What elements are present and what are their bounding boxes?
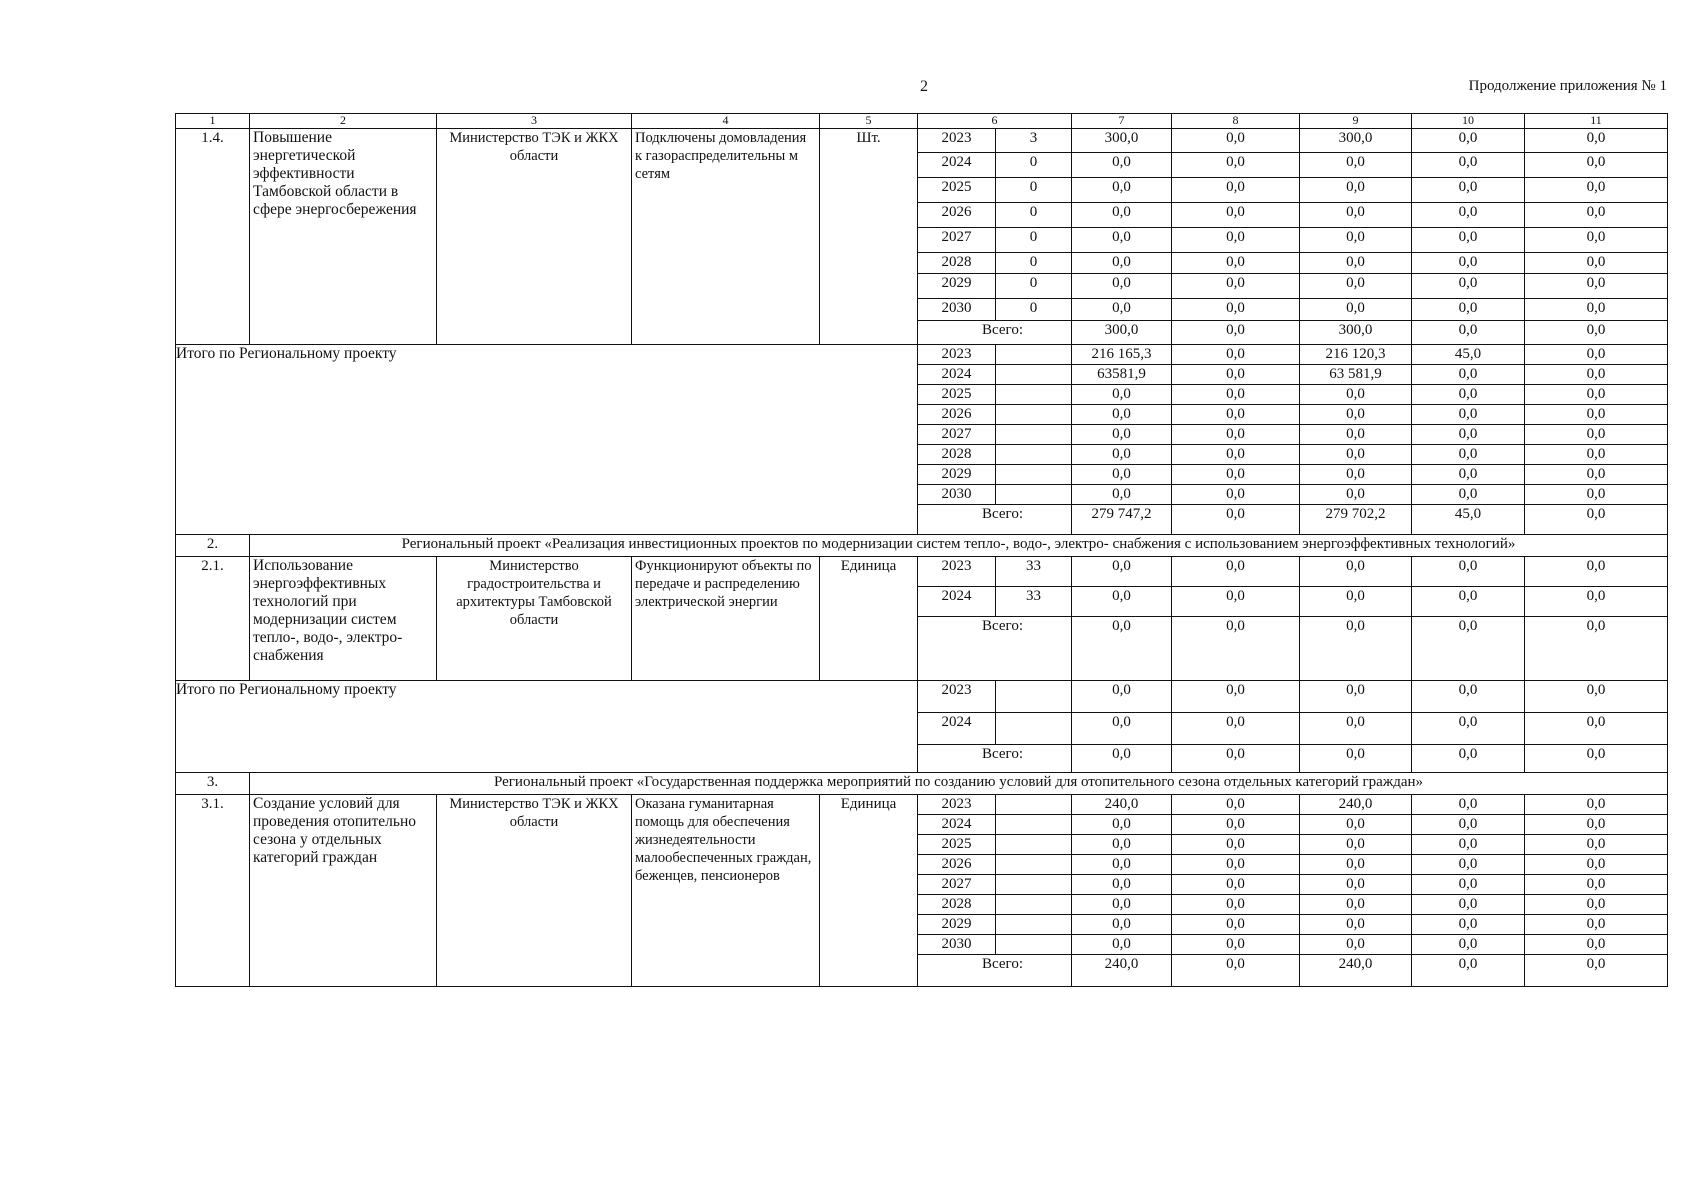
value-cell: 0,0 bbox=[1525, 505, 1668, 535]
value-cell: 0,0 bbox=[1300, 405, 1412, 425]
value-cell: 0,0 bbox=[1412, 299, 1525, 321]
value-cell: 240,0 bbox=[1300, 955, 1412, 987]
value-cell: 0,0 bbox=[1172, 855, 1300, 875]
value-cell: 0,0 bbox=[1072, 203, 1172, 228]
year-cell: 2025 bbox=[918, 835, 996, 855]
column-header: 3 bbox=[437, 114, 632, 129]
column-header: 10 bbox=[1412, 114, 1525, 129]
value-cell: 0,0 bbox=[1172, 129, 1300, 153]
quantity-cell: 0 bbox=[996, 153, 1072, 178]
value-cell: 0,0 bbox=[1412, 405, 1525, 425]
value-cell: 0,0 bbox=[1412, 465, 1525, 485]
value-cell: 0,0 bbox=[1300, 745, 1412, 773]
total-label: Всего: bbox=[918, 745, 1072, 773]
value-cell: 0,0 bbox=[1072, 681, 1172, 713]
value-cell: 0,0 bbox=[1412, 253, 1525, 274]
year-cell: 2024 bbox=[918, 713, 996, 745]
value-cell: 216 120,3 bbox=[1300, 345, 1412, 365]
value-cell: 0,0 bbox=[1300, 895, 1412, 915]
value-cell: 0,0 bbox=[1412, 321, 1525, 345]
value-cell: 0,0 bbox=[1412, 445, 1525, 465]
value-cell: 0,0 bbox=[1525, 681, 1668, 713]
quantity-cell bbox=[996, 875, 1072, 895]
value-cell: 0,0 bbox=[1172, 203, 1300, 228]
value-cell: 0,0 bbox=[1412, 485, 1525, 505]
value-cell: 0,0 bbox=[1172, 385, 1300, 405]
value-cell: 0,0 bbox=[1172, 425, 1300, 445]
value-cell: 0,0 bbox=[1300, 815, 1412, 835]
value-cell: 0,0 bbox=[1072, 228, 1172, 253]
quantity-cell bbox=[996, 425, 1072, 445]
value-cell: 0,0 bbox=[1300, 178, 1412, 203]
unit-of-measure: Шт. bbox=[820, 129, 918, 345]
total-label: Всего: bbox=[918, 505, 1072, 535]
value-cell: 0,0 bbox=[1525, 385, 1668, 405]
value-cell: 0,0 bbox=[1072, 445, 1172, 465]
unit-of-measure: Единица bbox=[820, 795, 918, 987]
value-cell: 0,0 bbox=[1072, 557, 1172, 587]
value-cell: 0,0 bbox=[1072, 617, 1172, 681]
value-cell: 0,0 bbox=[1072, 153, 1172, 178]
value-cell: 0,0 bbox=[1172, 153, 1300, 178]
value-cell: 0,0 bbox=[1072, 875, 1172, 895]
value-cell: 0,0 bbox=[1172, 485, 1300, 505]
section-row bbox=[176, 535, 1668, 557]
unit-of-measure: Единица bbox=[820, 557, 918, 681]
value-cell: 0,0 bbox=[1412, 425, 1525, 445]
value-cell: 0,0 bbox=[1072, 587, 1172, 617]
value-cell: 300,0 bbox=[1072, 129, 1172, 153]
value-cell: 0,0 bbox=[1172, 557, 1300, 587]
section-title: Региональный проект «Государственная поддержка мероприятий по созданию условий для отопительного сезона отдельных категорий граждан» bbox=[250, 773, 1668, 795]
value-cell: 0,0 bbox=[1172, 617, 1300, 681]
total-label: Всего: bbox=[918, 321, 1072, 345]
value-cell: 0,0 bbox=[1300, 385, 1412, 405]
value-cell: 63 581,9 bbox=[1300, 365, 1412, 385]
value-cell: 300,0 bbox=[1300, 129, 1412, 153]
budget-table bbox=[175, 113, 1668, 987]
value-cell: 279 747,2 bbox=[1072, 505, 1172, 535]
value-cell: 0,0 bbox=[1525, 935, 1668, 955]
value-cell: 0,0 bbox=[1072, 274, 1172, 299]
value-cell: 0,0 bbox=[1072, 465, 1172, 485]
value-cell: 0,0 bbox=[1172, 365, 1300, 385]
year-cell: 2027 bbox=[918, 875, 996, 895]
value-cell: 0,0 bbox=[1300, 587, 1412, 617]
value-cell: 0,0 bbox=[1172, 915, 1300, 935]
column-header: 7 bbox=[1072, 114, 1172, 129]
year-cell: 2030 bbox=[918, 485, 996, 505]
page-number: 2 bbox=[920, 78, 928, 95]
value-cell: 0,0 bbox=[1072, 745, 1172, 773]
column-header: 4 bbox=[632, 114, 820, 129]
value-cell: 0,0 bbox=[1072, 178, 1172, 203]
quantity-cell bbox=[996, 935, 1072, 955]
value-cell: 0,0 bbox=[1172, 445, 1300, 465]
column-header: 6 bbox=[918, 114, 1072, 129]
column-number-row bbox=[176, 114, 1668, 129]
value-cell: 0,0 bbox=[1525, 129, 1668, 153]
year-cell: 2023 bbox=[918, 345, 996, 365]
value-cell: 0,0 bbox=[1072, 713, 1172, 745]
value-cell: 240,0 bbox=[1072, 795, 1172, 815]
value-cell: 0,0 bbox=[1072, 299, 1172, 321]
value-cell: 0,0 bbox=[1300, 713, 1412, 745]
year-cell: 2025 bbox=[918, 385, 996, 405]
value-cell: 0,0 bbox=[1412, 617, 1525, 681]
value-cell: 45,0 bbox=[1412, 505, 1525, 535]
value-cell: 0,0 bbox=[1172, 681, 1300, 713]
year-cell: 2024 bbox=[918, 153, 996, 178]
year-cell: 2026 bbox=[918, 855, 996, 875]
value-cell: 0,0 bbox=[1412, 855, 1525, 875]
year-cell: 2029 bbox=[918, 915, 996, 935]
year-cell: 2024 bbox=[918, 365, 996, 385]
year-cell: 2030 bbox=[918, 935, 996, 955]
value-cell: 0,0 bbox=[1300, 253, 1412, 274]
year-cell: 2026 bbox=[918, 203, 996, 228]
activity-year-row bbox=[176, 129, 1668, 153]
responsible-executor: Министерство градостроительства и архитектуры Тамбовской области bbox=[437, 557, 632, 681]
value-cell: 63581,9 bbox=[1072, 365, 1172, 385]
value-cell: 0,0 bbox=[1172, 955, 1300, 987]
value-cell: 0,0 bbox=[1525, 153, 1668, 178]
section-title: Региональный проект «Реализация инвестиционных проектов по модернизации систем тепло-, водо-, электро- снабжения с использованием энергоэффективных технологий» bbox=[250, 535, 1668, 557]
value-cell: 300,0 bbox=[1072, 321, 1172, 345]
column-header: 2 bbox=[250, 114, 437, 129]
value-cell: 0,0 bbox=[1525, 835, 1668, 855]
value-cell: 0,0 bbox=[1300, 274, 1412, 299]
value-cell: 0,0 bbox=[1072, 855, 1172, 875]
quantity-cell: 0 bbox=[996, 274, 1072, 299]
value-cell: 240,0 bbox=[1072, 955, 1172, 987]
value-cell: 0,0 bbox=[1172, 321, 1300, 345]
value-cell: 0,0 bbox=[1300, 935, 1412, 955]
activity-name: Повышение энергетической эффективности Тамбовской области в сфере энергосбережения bbox=[250, 129, 437, 345]
value-cell: 0,0 bbox=[1072, 915, 1172, 935]
year-cell: 2029 bbox=[918, 274, 996, 299]
value-cell: 0,0 bbox=[1525, 485, 1668, 505]
value-cell: 0,0 bbox=[1300, 855, 1412, 875]
value-cell: 0,0 bbox=[1300, 617, 1412, 681]
value-cell: 0,0 bbox=[1172, 228, 1300, 253]
value-cell: 0,0 bbox=[1412, 895, 1525, 915]
value-cell: 0,0 bbox=[1525, 299, 1668, 321]
year-cell: 2028 bbox=[918, 445, 996, 465]
value-cell: 0,0 bbox=[1525, 178, 1668, 203]
value-cell: 0,0 bbox=[1412, 385, 1525, 405]
value-cell: 0,0 bbox=[1412, 557, 1525, 587]
column-header: 9 bbox=[1300, 114, 1412, 129]
quantity-cell bbox=[996, 895, 1072, 915]
value-cell: 0,0 bbox=[1525, 345, 1668, 365]
value-cell: 0,0 bbox=[1072, 815, 1172, 835]
value-cell: 0,0 bbox=[1525, 875, 1668, 895]
value-cell: 300,0 bbox=[1300, 321, 1412, 345]
value-cell: 0,0 bbox=[1412, 203, 1525, 228]
value-cell: 0,0 bbox=[1300, 875, 1412, 895]
value-cell: 0,0 bbox=[1525, 617, 1668, 681]
activity-year-row bbox=[176, 795, 1668, 815]
quantity-cell: 0 bbox=[996, 228, 1072, 253]
column-header: 8 bbox=[1172, 114, 1300, 129]
value-cell: 0,0 bbox=[1300, 557, 1412, 587]
itogo-label: Итого по Региональному проекту bbox=[176, 345, 918, 535]
value-cell: 0,0 bbox=[1525, 274, 1668, 299]
value-cell: 0,0 bbox=[1525, 587, 1668, 617]
quantity-cell bbox=[996, 405, 1072, 425]
quantity-cell: 33 bbox=[996, 587, 1072, 617]
value-cell: 0,0 bbox=[1412, 835, 1525, 855]
value-cell: 0,0 bbox=[1300, 425, 1412, 445]
value-cell: 0,0 bbox=[1300, 299, 1412, 321]
quantity-cell bbox=[996, 815, 1072, 835]
value-cell: 0,0 bbox=[1300, 835, 1412, 855]
activity-number: 1.4. bbox=[176, 129, 250, 345]
quantity-cell: 33 bbox=[996, 557, 1072, 587]
value-cell: 45,0 bbox=[1412, 345, 1525, 365]
value-cell: 0,0 bbox=[1412, 153, 1525, 178]
year-cell: 2025 bbox=[918, 178, 996, 203]
year-cell: 2024 bbox=[918, 587, 996, 617]
year-cell: 2023 bbox=[918, 681, 996, 713]
quantity-cell: 0 bbox=[996, 299, 1072, 321]
itogo-year-row bbox=[176, 345, 1668, 365]
value-cell: 0,0 bbox=[1525, 915, 1668, 935]
continuation-note: Продолжение приложения № 1 bbox=[1468, 78, 1667, 94]
value-cell: 0,0 bbox=[1412, 587, 1525, 617]
value-cell: 0,0 bbox=[1172, 465, 1300, 485]
quantity-cell bbox=[996, 365, 1072, 385]
activity-number: 3.1. bbox=[176, 795, 250, 987]
quantity-cell bbox=[996, 385, 1072, 405]
value-cell: 0,0 bbox=[1412, 228, 1525, 253]
value-cell: 0,0 bbox=[1412, 795, 1525, 815]
value-cell: 0,0 bbox=[1525, 253, 1668, 274]
value-cell: 0,0 bbox=[1172, 587, 1300, 617]
value-cell: 0,0 bbox=[1412, 713, 1525, 745]
value-cell: 0,0 bbox=[1172, 505, 1300, 535]
value-cell: 0,0 bbox=[1300, 465, 1412, 485]
value-cell: 0,0 bbox=[1172, 345, 1300, 365]
value-cell: 0,0 bbox=[1412, 955, 1525, 987]
value-cell: 0,0 bbox=[1412, 274, 1525, 299]
quantity-cell bbox=[996, 713, 1072, 745]
section-number: 2. bbox=[176, 535, 250, 557]
value-cell: 0,0 bbox=[1072, 425, 1172, 445]
value-cell: 0,0 bbox=[1525, 557, 1668, 587]
year-cell: 2024 bbox=[918, 815, 996, 835]
value-cell: 0,0 bbox=[1525, 815, 1668, 835]
activity-year-row bbox=[176, 557, 1668, 587]
value-cell: 0,0 bbox=[1525, 405, 1668, 425]
value-cell: 0,0 bbox=[1412, 815, 1525, 835]
value-cell: 0,0 bbox=[1300, 445, 1412, 465]
quantity-cell: 3 bbox=[996, 129, 1072, 153]
total-label: Всего: bbox=[918, 617, 1072, 681]
section-row bbox=[176, 773, 1668, 795]
year-cell: 2029 bbox=[918, 465, 996, 485]
value-cell: 279 702,2 bbox=[1300, 505, 1412, 535]
year-cell: 2028 bbox=[918, 253, 996, 274]
value-cell: 0,0 bbox=[1072, 485, 1172, 505]
value-cell: 0,0 bbox=[1525, 321, 1668, 345]
value-cell: 0,0 bbox=[1412, 178, 1525, 203]
value-cell: 0,0 bbox=[1172, 745, 1300, 773]
responsible-executor: Министерство ТЭК и ЖКХ области bbox=[437, 129, 632, 345]
year-cell: 2027 bbox=[918, 425, 996, 445]
column-header: 11 bbox=[1525, 114, 1668, 129]
year-cell: 2028 bbox=[918, 895, 996, 915]
quantity-cell: 0 bbox=[996, 253, 1072, 274]
value-cell: 0,0 bbox=[1072, 385, 1172, 405]
quantity-cell: 0 bbox=[996, 178, 1072, 203]
itogo-year-row bbox=[176, 681, 1668, 713]
year-cell: 2030 bbox=[918, 299, 996, 321]
column-header: 5 bbox=[820, 114, 918, 129]
value-cell: 0,0 bbox=[1525, 228, 1668, 253]
value-cell: 0,0 bbox=[1300, 228, 1412, 253]
activity-result: Подключены домовладения к газораспределительны м сетям bbox=[632, 129, 820, 345]
year-cell: 2026 bbox=[918, 405, 996, 425]
value-cell: 0,0 bbox=[1412, 915, 1525, 935]
activity-name: Использование энергоэффективных технологий при модернизации систем тепло-, водо-, электро-снабжения bbox=[250, 557, 437, 681]
quantity-cell bbox=[996, 445, 1072, 465]
year-cell: 2023 bbox=[918, 795, 996, 815]
value-cell: 0,0 bbox=[1525, 895, 1668, 915]
value-cell: 0,0 bbox=[1525, 365, 1668, 385]
year-cell: 2023 bbox=[918, 129, 996, 153]
value-cell: 0,0 bbox=[1300, 915, 1412, 935]
value-cell: 0,0 bbox=[1412, 681, 1525, 713]
value-cell: 0,0 bbox=[1412, 129, 1525, 153]
value-cell: 0,0 bbox=[1172, 274, 1300, 299]
value-cell: 0,0 bbox=[1300, 153, 1412, 178]
value-cell: 0,0 bbox=[1300, 485, 1412, 505]
quantity-cell bbox=[996, 795, 1072, 815]
quantity-cell bbox=[996, 681, 1072, 713]
value-cell: 0,0 bbox=[1412, 935, 1525, 955]
activity-result: Оказана гуманитарная помощь для обеспечения жизнедеятельности малообеспеченных граждан, беженцев, пенсионеров bbox=[632, 795, 820, 987]
quantity-cell: 0 bbox=[996, 203, 1072, 228]
year-cell: 2023 bbox=[918, 557, 996, 587]
quantity-cell bbox=[996, 855, 1072, 875]
value-cell: 0,0 bbox=[1172, 178, 1300, 203]
quantity-cell bbox=[996, 345, 1072, 365]
value-cell: 0,0 bbox=[1172, 815, 1300, 835]
value-cell: 0,0 bbox=[1172, 713, 1300, 745]
value-cell: 0,0 bbox=[1172, 835, 1300, 855]
value-cell: 0,0 bbox=[1172, 895, 1300, 915]
activity-result: Функционируют объекты по передаче и распределению электрической энергии bbox=[632, 557, 820, 681]
value-cell: 0,0 bbox=[1172, 875, 1300, 895]
quantity-cell bbox=[996, 835, 1072, 855]
value-cell: 0,0 bbox=[1525, 713, 1668, 745]
quantity-cell bbox=[996, 915, 1072, 935]
year-cell: 2027 bbox=[918, 228, 996, 253]
value-cell: 0,0 bbox=[1072, 835, 1172, 855]
value-cell: 0,0 bbox=[1172, 935, 1300, 955]
value-cell: 0,0 bbox=[1172, 405, 1300, 425]
value-cell: 0,0 bbox=[1412, 365, 1525, 385]
value-cell: 0,0 bbox=[1412, 745, 1525, 773]
value-cell: 0,0 bbox=[1172, 299, 1300, 321]
value-cell: 0,0 bbox=[1525, 955, 1668, 987]
value-cell: 0,0 bbox=[1072, 935, 1172, 955]
value-cell: 0,0 bbox=[1300, 681, 1412, 713]
value-cell: 0,0 bbox=[1525, 465, 1668, 485]
value-cell: 0,0 bbox=[1525, 855, 1668, 875]
value-cell: 0,0 bbox=[1525, 795, 1668, 815]
value-cell: 216 165,3 bbox=[1072, 345, 1172, 365]
quantity-cell bbox=[996, 465, 1072, 485]
quantity-cell bbox=[996, 485, 1072, 505]
value-cell: 0,0 bbox=[1172, 795, 1300, 815]
section-number: 3. bbox=[176, 773, 250, 795]
value-cell: 0,0 bbox=[1412, 875, 1525, 895]
value-cell: 0,0 bbox=[1525, 745, 1668, 773]
value-cell: 240,0 bbox=[1300, 795, 1412, 815]
value-cell: 0,0 bbox=[1525, 203, 1668, 228]
value-cell: 0,0 bbox=[1300, 203, 1412, 228]
activity-name: Создание условий для проведения отопительно сезона у отдельных категорий граждан bbox=[250, 795, 437, 987]
value-cell: 0,0 bbox=[1072, 253, 1172, 274]
column-header: 1 bbox=[176, 114, 250, 129]
responsible-executor: Министерство ТЭК и ЖКХ области bbox=[437, 795, 632, 987]
activity-number: 2.1. bbox=[176, 557, 250, 681]
itogo-label: Итого по Региональному проекту bbox=[176, 681, 918, 773]
value-cell: 0,0 bbox=[1525, 425, 1668, 445]
value-cell: 0,0 bbox=[1072, 895, 1172, 915]
value-cell: 0,0 bbox=[1172, 253, 1300, 274]
total-label: Всего: bbox=[918, 955, 1072, 987]
value-cell: 0,0 bbox=[1072, 405, 1172, 425]
value-cell: 0,0 bbox=[1525, 445, 1668, 465]
